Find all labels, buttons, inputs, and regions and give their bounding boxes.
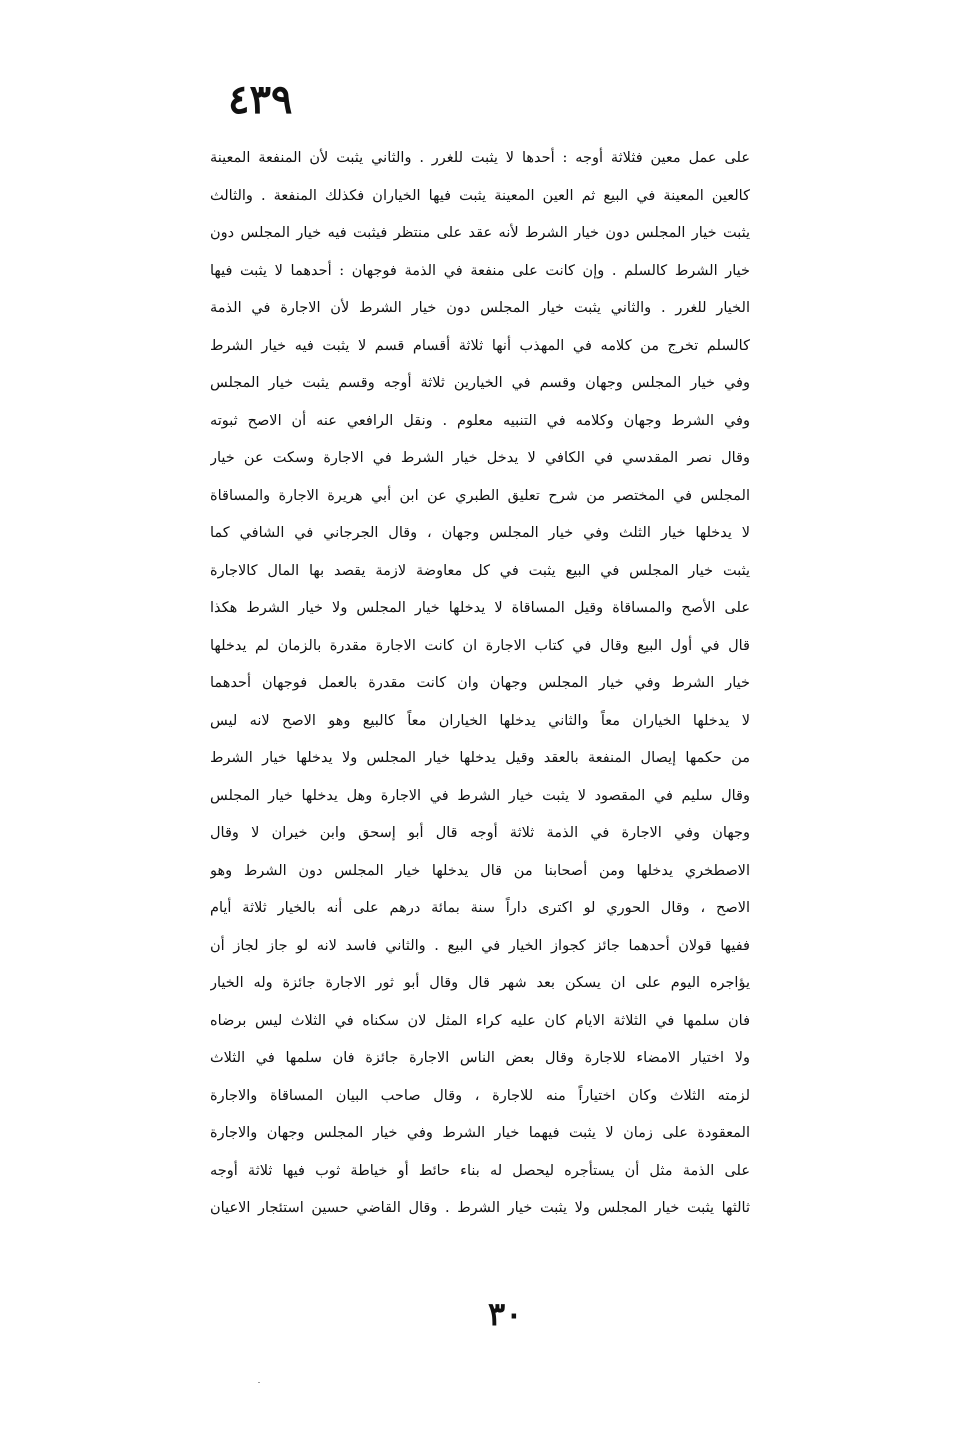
text-line: يثبت خيار المجلس في البيع يثبت في كل معاوضة لازمة يقصد بها المال كالاجارة [210, 562, 750, 579]
text-line: لا يدخلها خيار الثلث وفي خيار المجلس وجهان ، وقال الجرجاني في الشافي كما [210, 525, 750, 541]
text-line: على الذمة مثل أن يستأجره ليحصل له بناء حائط أو خياطة ثوب فيها ثلاثة أوجه [210, 1162, 750, 1179]
text-line: من حكمها إيصال المنفعة بالعقد وقيل يدخلها خيار المجلس ولا يدخلها خيار الشرط [210, 750, 750, 766]
text-line: كالعين المعينة في البيع ثم العين المعينة يثبت فيها الخياران فكذلك المنفعة . والثالث [210, 187, 750, 204]
text-line: لزمته الثلاث وكان اختياراً منه للاجارة ، وقال صاحب البيان المساقاة والاجارة [210, 1087, 750, 1104]
text-line: ولا اختيار الامضاء للاجارة وقال بعض الناس الاجارة جائزة فان سلمها في الثلاث [210, 1050, 750, 1066]
text-body [210, 140, 750, 1228]
text-line: على الأصح والمساقاة وقيل المساقاة لا يدخلها خيار المجلس ولا خيار الشرط هكذا [210, 600, 750, 616]
signature-number: ٣٠ [488, 1295, 523, 1333]
text-line: وقال سليم في المقصود لا يثبت خيار الشرط في الاجارة وهل يدخلها خيار المجلس [210, 787, 750, 804]
text-line: ثالثها يثبت خيار المجلس ولا يثبت خيار الشرط . وقال القاضي حسين استئجار الاعيان [210, 1200, 750, 1216]
text-line: المعقودة على زمان لا يثبت فيهما خيار الشرط وفي خيار المجلس وجهان والاجارة [210, 1125, 750, 1141]
text-line: خيار الشرط كالسلم . وإن كانت على منفعة في الذمة فوجهان : أحدهما لا يثبت فيها [210, 262, 750, 279]
text-line: وقال نصر المقدسي في الكافي لا يدخل خيار الشرط في الاجارة وسكت عن خيار [210, 450, 750, 466]
text-line: ففيها قولان أحدهما جائز كجواز الخيار في البيع . والثاني فاسد لانه لو جاز لجاز أن [210, 937, 750, 954]
page-number: ٤٣٩ [228, 76, 293, 123]
scan-speck [258, 1382, 260, 1383]
text-line: وفي خيار المجلس وجهان وقسم في الخيارين ثلاثة أوجه وقسم يثبت خيار المجلس [210, 375, 750, 391]
text-line: الخيار للغرر . والثاني يثبت خيار المجلس دون خيار الشرط لأن الاجارة في الذمة [210, 300, 750, 316]
text-line: وفي الشرط وجهان وكلامه في التنبيه معلوم . ونقل الرافعي عنه أن الاصح ثبوته [210, 412, 750, 429]
text-line: المجلس في المختصر من شرح تعليق الطبري عن ابن أبي هريرة الاجارة والمساقاة [210, 487, 750, 504]
text-line: قال في أول البيع وقال في كتاب الاجارة ان كانت الاجارة مقدرة بالزمان لم يدخلها [210, 637, 750, 654]
text-line: على عمل معين فثلاثة أوجه : أحدها لا يثبت للغرر . والثاني يثبت لأن المنفعة المعينة [210, 150, 750, 166]
text-line: يؤاجره اليوم على ان يسكن بعد شهر قال وقال أبو ثور الاجارة جائزة وله الخيار [210, 975, 750, 991]
text-line: الاصح ، وقال الحوري لو اكترى داراً سنة بمائة درهم على أنه بالخيار ثلاثة أيام [210, 900, 750, 916]
text-line: الاصطخري يدخلها ومن أصحابنا من قال يدخلها خيار المجلس دون الشرط وهو [210, 862, 750, 879]
text-line: لا يدخلها الخياران معاً والثاني يدخلها الخياران معاً كالبيع وهو الاصح لانه ليس [210, 712, 750, 729]
text-line: يثبت خيار المجلس دون خيار الشرط لأنه عقد على منتظر فيثبت فيه خيار المجلس دون [210, 225, 750, 241]
text-line: كالسلم تخرج من كلامه في المهذب أنها ثلاثة أقسام قسم لا يثبت فيه خيار الشرط [210, 337, 750, 354]
text-line: خيار الشرط وفي خيار المجلس وجهان وان كانت مقدرة بالعمل فوجهان أحدهما [210, 675, 750, 691]
text-line: فان سلمها في الثلاثة الايام كان عليه كراء المثل لان سكناه في الثلاث ليس برضاه [210, 1012, 750, 1029]
text-line: وجهان وفي الاجارة في الذمة ثلاثة أوجه قال أبو إسحق وابن خيران لا وقال [210, 825, 750, 841]
